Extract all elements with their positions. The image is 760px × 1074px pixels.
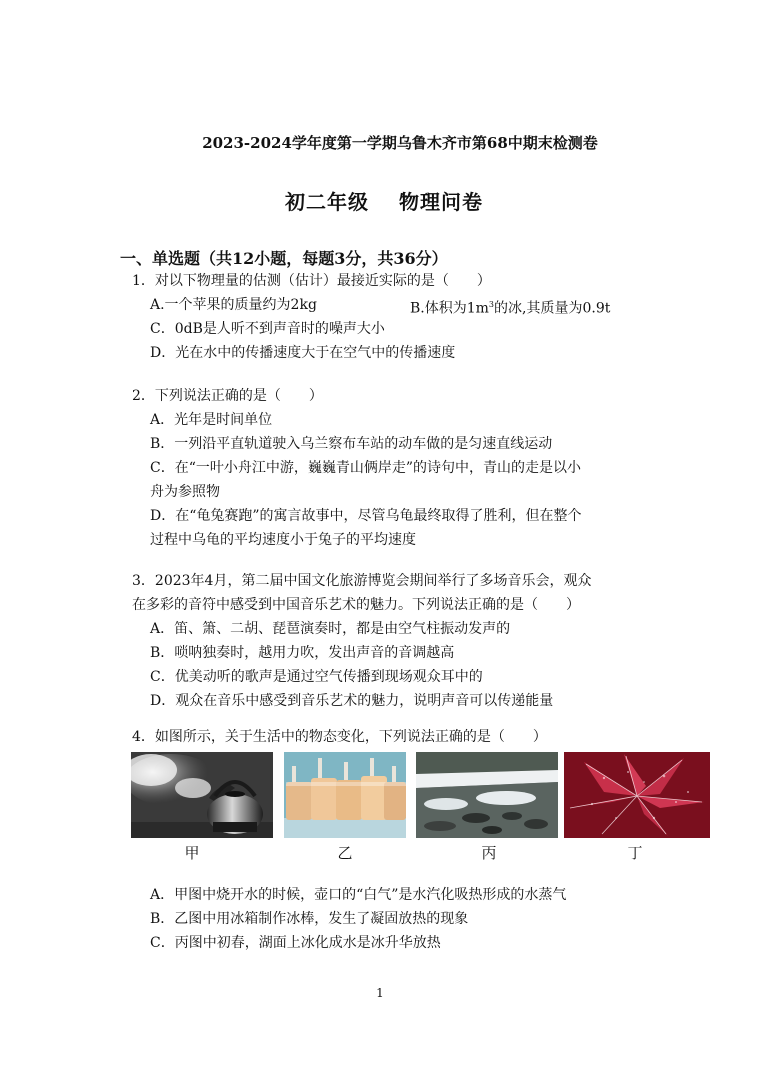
popsicle-photo xyxy=(284,752,406,838)
paper-subtitle xyxy=(0,186,760,215)
q4-option-b: B．乙图中用冰箱制作冰棒，发生了凝固放热的现象 xyxy=(150,911,469,927)
q4-option-c: C．丙图中初春，湖面上冰化成水是冰升华放热 xyxy=(150,935,441,951)
q2-option-b: B．一列沿平直轨道驶入乌兰察布车站的动车做的是匀速直线运动 xyxy=(150,436,553,452)
q3-stem-line2: 在多彩的音符中感受到中国音乐艺术的魅力。下列说法正确的是（ ） xyxy=(132,597,580,613)
section-heading: 一、单选题（共12小题，每题3分，共36分） xyxy=(120,249,448,268)
frost-leaves-photo xyxy=(564,752,710,838)
caption-jia: 甲 xyxy=(184,844,200,862)
exam-title: 2023-2024学年度第一学期乌鲁木齐市第68中期末检测卷 xyxy=(202,134,598,152)
q2-option-c-line1: C．在“一叶小舟江中游，巍巍青山俩岸走”的诗句中，青山的走是以小 xyxy=(150,460,582,476)
q1-option-c: C．0dB是人听不到声音时的噪声大小 xyxy=(150,321,385,337)
q3-option-c: C．优美动听的歌声是通过空气传播到现场观众耳中的 xyxy=(150,669,483,685)
q1-stem: 1．对以下物理量的估测（估计）最接近实际的是（ ） xyxy=(132,273,491,289)
paper-label: 物理问卷 xyxy=(399,190,483,214)
q3-option-a: A．笛、箫、二胡、琵琶演奏时，都是由空气柱振动发声的 xyxy=(150,621,511,637)
q2-option-d-line1: D．在“龟兔赛跑”的寓言故事中，尽管乌龟最终取得了胜利，但在整个 xyxy=(150,508,582,524)
kettle-steam-photo xyxy=(131,752,273,838)
q3-option-d: D．观众在音乐中感受到音乐艺术的魅力，说明声音可以传递能量 xyxy=(150,693,554,709)
q2-option-a: A．光年是时间单位 xyxy=(150,412,273,428)
page-number: 1 xyxy=(376,986,384,1000)
grade-label: 初二年级 xyxy=(285,190,369,214)
q2-option-c-line2: 舟为参照物 xyxy=(150,484,220,500)
caption-ding: 丁 xyxy=(627,844,643,862)
q4-stem: 4．如图所示，关于生活中的物态变化，下列说法正确的是（ ） xyxy=(132,729,547,745)
q3-stem-line1: 3．2023年4月，第二届中国文化旅游博览会期间举行了多场音乐会，观众 xyxy=(132,573,592,589)
q4-option-a: A．甲图中烧开水的时候，壶口的“白气”是水汽化吸热形成的水蒸气 xyxy=(150,887,567,903)
q1-option-d: D．光在水中的传播速度大于在空气中的传播速度 xyxy=(150,345,456,361)
q1-option-b: B.体积为$1m^3$的冰,其质量为0.9t xyxy=(410,300,611,317)
q3-option-b: B．唢呐独奏时，越用力吹，发出声音的音调越高 xyxy=(150,645,455,661)
q2-option-d-line2: 过程中乌龟的平均速度小于兔子的平均速度 xyxy=(150,532,416,548)
q2-stem: 2．下列说法正确的是（ ） xyxy=(132,388,323,404)
caption-bing: 丙 xyxy=(481,844,497,862)
caption-yi: 乙 xyxy=(337,844,353,862)
lake-ice-photo xyxy=(416,752,558,838)
q1-option-a: A.一个苹果的质量约为2kg xyxy=(150,297,317,313)
